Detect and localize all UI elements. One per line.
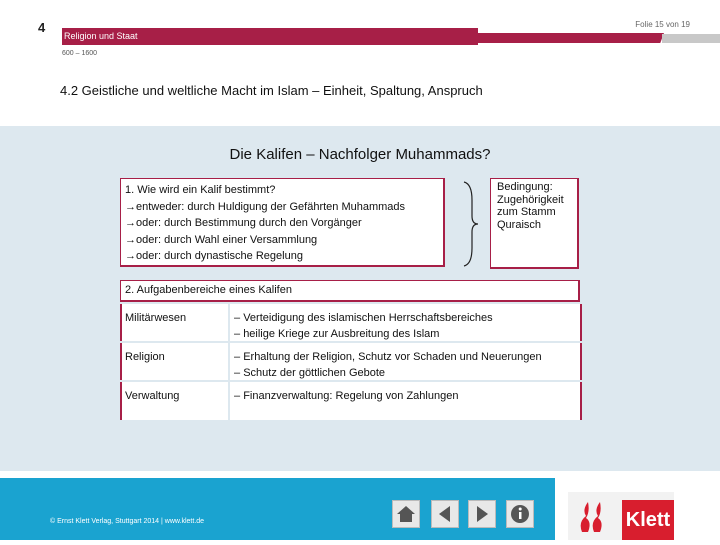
home-icon (393, 501, 419, 527)
option-item: → entweder: durch Huldigung der Gefährten Muhammads (125, 199, 439, 216)
row-label: Militärwesen (125, 312, 187, 324)
header-gray-stub (662, 34, 720, 43)
list-item: – Schutz der göttlichen Gebote (234, 365, 542, 381)
slide-number: 4 (38, 20, 46, 35)
next-button[interactable] (468, 500, 496, 528)
row-label: Religion (125, 351, 165, 363)
row-items (234, 388, 458, 404)
period-label: 600 – 1600 (62, 50, 98, 57)
table-row (120, 382, 582, 420)
tasks-heading: 2. Aufgabenbereiche eines Kalifen (120, 280, 580, 302)
selection-box (120, 178, 445, 267)
list-item: – Finanzverwaltung: Regelung von Zahlungen (234, 388, 458, 404)
selection-question: 1. Wie wird ein Kalif bestimmt? (125, 184, 276, 196)
table-row (120, 304, 582, 341)
header-title: Religion und Staat (64, 31, 138, 41)
header-bar-extension (478, 33, 664, 43)
info-button[interactable] (506, 500, 534, 528)
option-item: → oder: durch Bestimmung durch den Vorgänger (125, 215, 439, 232)
home-button[interactable] (392, 500, 420, 528)
copyright-text: © Ernst Klett Verlag, Stuttgart 2014 | www.klett.de (50, 518, 205, 525)
option-item: → oder: durch dynastische Regelung (125, 248, 439, 265)
klett-emblem-icon (568, 492, 618, 540)
condition-box (490, 178, 579, 269)
page-indicator: Folie 15 von 19 (635, 20, 690, 29)
condition-line: Quraisch (497, 218, 542, 231)
arrow-right-icon (469, 501, 495, 527)
condition-title: Bedingung: (497, 181, 553, 193)
info-icon (507, 501, 533, 527)
curly-brace-icon (460, 180, 480, 268)
condition-line: Zugehörigkeit (497, 193, 564, 206)
slide-heading: 4.2 Geistliche und weltliche Macht im Islam – Einheit, Spaltung, Anspruch (60, 83, 483, 98)
previous-button[interactable] (431, 500, 459, 528)
list-item: – Erhaltung der Religion, Schutz vor Schaden und Neuerungen (234, 349, 542, 365)
row-items (234, 349, 542, 381)
arrow-left-icon (432, 501, 458, 527)
table-row (120, 343, 582, 380)
klett-logo-text: Klett (622, 500, 674, 540)
row-items (234, 310, 493, 342)
list-item: – Verteidigung des islamischen Herrschaftsbereiches (234, 310, 493, 326)
row-label: Verwaltung (125, 390, 180, 402)
option-item: → oder: durch Wahl einer Versammlung (125, 232, 439, 249)
list-item: – heilige Kriege zur Ausbreitung des Islam (234, 326, 493, 342)
condition-line: zum Stamm (497, 206, 556, 218)
header-title-bar (62, 28, 478, 45)
main-title: Die Kalifen – Nachfolger Muhammads? (229, 146, 491, 163)
